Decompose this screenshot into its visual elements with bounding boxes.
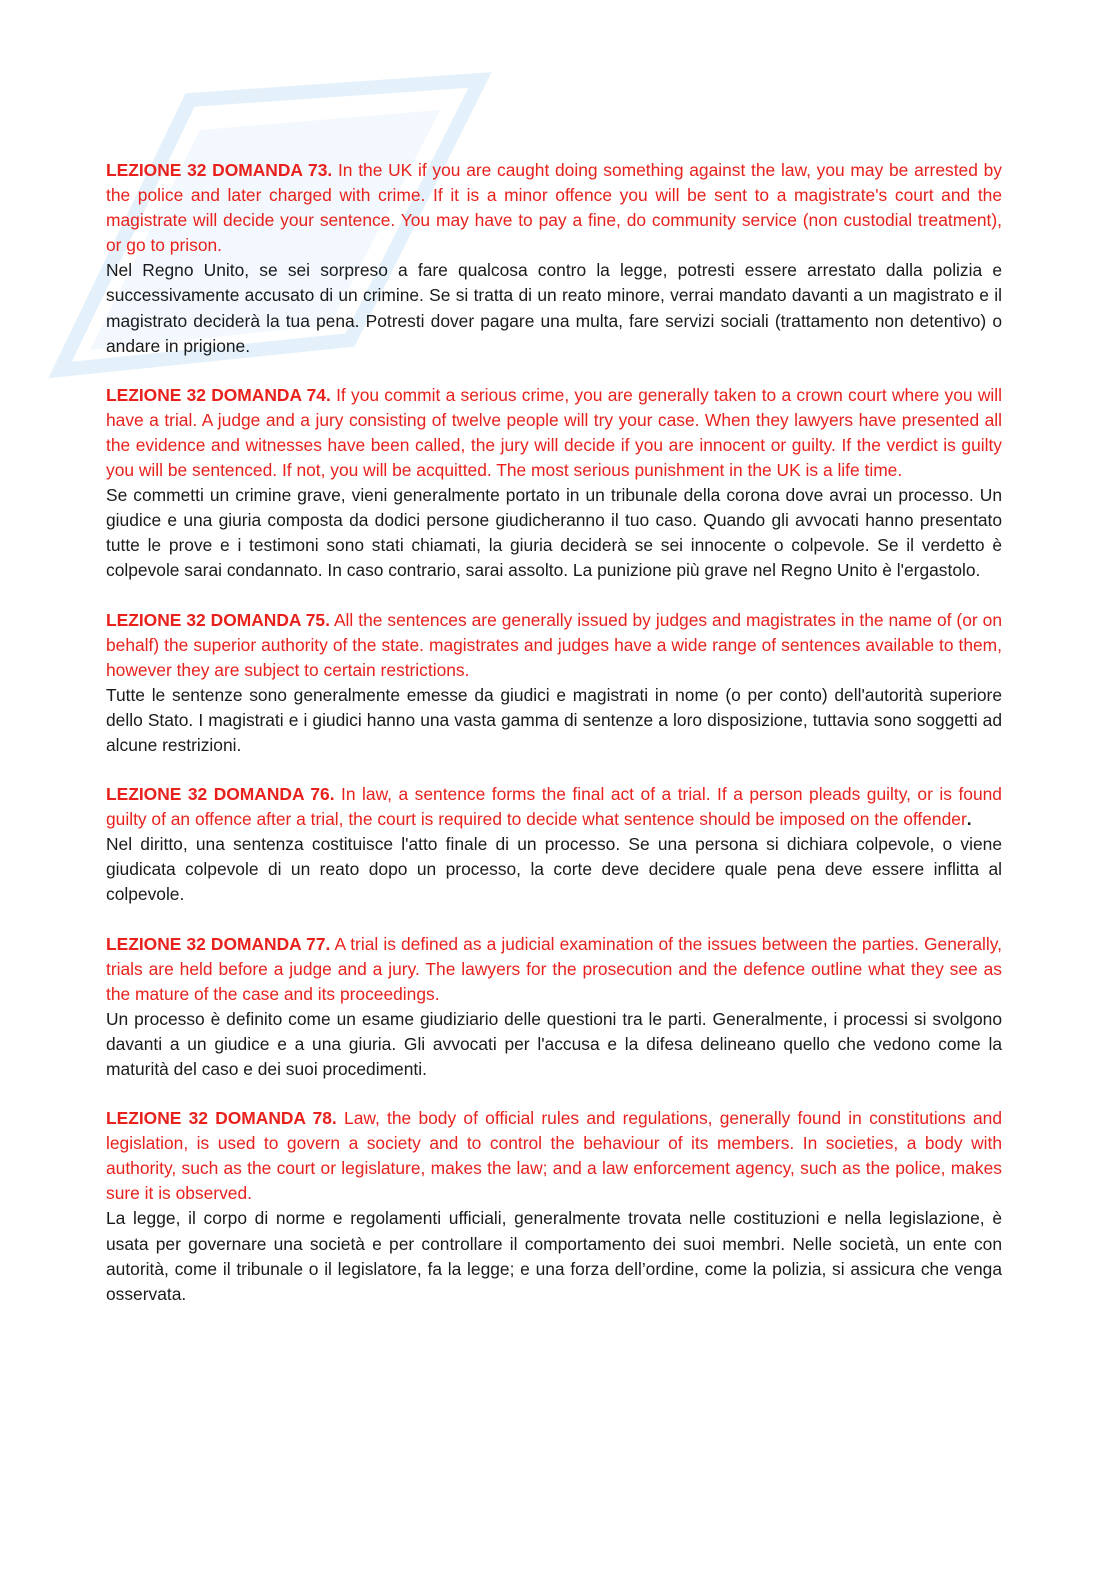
english-text: If you commit a serious crime, you are generally taken to a crown court where you will have a trial. A judge and a jury consisting of twelve people will try your case. When they lawyers have presented all the evidence and witnesses have been called, the jury will decide if you are innocent or guilty. If the verdict is guilty you will be sentenced. If not, you will be acquitted. The most serious punishment in the UK is a life time. xyxy=(106,384,1002,481)
italian-translation: Nel diritto, una sentenza costituisce l'atto finale di un processo. Se una persona si dichiara colpevole, o viene giudicata colpevole di un reato dopo un processo, la corte deve decidere quale pena deve essere inflitta al colpevole. xyxy=(106,834,1002,905)
question-label: LEZIONE 32 DOMANDA 74. xyxy=(106,384,331,405)
qa-entry-77 xyxy=(106,932,1002,1083)
english-paragraph xyxy=(106,782,1002,832)
italian-translation: La legge, il corpo di norme e regolamenti ufficiali, generalmente trovata nelle costituzioni e nella legislazione, è usata per governare una società e per controllare il comportamento dei suoi membri. Nelle società, un ente con autorità, come il tribunale o il legislatore, fa la legge; e una forza dell’ordine, come la polizia, si assicura che venga osservata. xyxy=(106,1208,1002,1304)
english-paragraph xyxy=(106,158,1002,258)
question-label: LEZIONE 32 DOMANDA 78. xyxy=(106,1108,337,1129)
english-text: Law, the body of official rules and regulations, generally found in constitutions and legislation, is used to govern a society and to control the behaviour of its members. In societies, a body with authority, such as the court or legislature, makes the law; and a law enforcement agency, such as the police, makes sure it is observed. xyxy=(106,1108,1002,1204)
question-label: LEZIONE 32 DOMANDA 77. xyxy=(106,933,331,954)
document-page xyxy=(106,158,1002,1331)
question-label: LEZIONE 32 DOMANDA 76. xyxy=(106,784,335,805)
english-paragraph xyxy=(106,608,1002,683)
question-label: LEZIONE 32 DOMANDA 73. xyxy=(106,160,333,180)
qa-entry-73 xyxy=(106,158,1002,359)
qa-entry-75 xyxy=(106,608,1002,759)
english-paragraph xyxy=(106,383,1002,483)
italian-translation: Un processo è definito come un esame giudiziario delle questioni tra le parti. Generalmente, i processi si svolgono davanti a un giudice e a una giuria. Gli avvocati per l'accusa e la difesa delineano quello che vedono come la maturità del caso e dei suoi procedimenti. xyxy=(106,1008,1002,1079)
english-text: In law, a sentence forms the final act of a trial. If a person pleads guilty, or is found guilty of an offence after a trial, the court is required to decide what sentence should be imposed on the offender xyxy=(106,784,1002,830)
question-label: LEZIONE 32 DOMANDA 75. xyxy=(106,609,330,630)
italian-translation: Se commetti un crimine grave, vieni generalmente portato in un tribunale della corona dove avrai un processo. Un giudice e una giuria composta da dodici persone giudicheranno il tuo caso. Quando gli avvocati hanno presentato tutte le prove e i testimoni sono stati chiamati, la giuria deciderà se sei innocente o colpevole. Se il verdetto è colpevole sarai condannato. In caso contrario, sarai assolto. La punizione più grave nel Regno Unito è l'ergastolo. xyxy=(106,485,1002,581)
english-paragraph xyxy=(106,1106,1002,1206)
trailing-period: . xyxy=(966,809,972,830)
italian-translation: Tutte le sentenze sono generalmente emesse da giudici e magistrati in nome (o per conto) dell'autorità superiore dello Stato. I magistrati e i giudici hanno una vasta gamma di sentenze a loro disposizione, tuttavia sono soggetti ad alcune restrizioni. xyxy=(106,684,1002,755)
english-paragraph xyxy=(106,932,1002,1007)
qa-entry-76 xyxy=(106,782,1002,907)
qa-entry-78 xyxy=(106,1106,1002,1307)
english-text: All the sentences are generally issued by judges and magistrates in the name of (or on behalf) the superior authority of the state. magistrates and judges have a wide range of sentences available to them, however they are subject to certain restrictions. xyxy=(106,609,1002,680)
qa-entry-74 xyxy=(106,383,1002,584)
english-text: In the UK if you are caught doing something against the law, you may be arrested by the police and later charged with crime. If it is a minor offence you will be sent to a magistrate's court and the magistrate will decide your sentence. You may have to pay a fine, do community service (non custodial treatment), or go to prison. xyxy=(106,160,1002,256)
english-text: A trial is defined as a judicial examination of the issues between the parties. Generally, trials are held before a judge and a jury. The lawyers for the prosecution and the defence outline what they see as the mature of the case and its proceedings. xyxy=(106,933,1002,1004)
italian-translation: Nel Regno Unito, se sei sorpreso a fare qualcosa contro la legge, potresti essere arrestato dalla polizia e successivamente accusato di un crimine. Se si tratta di un reato minore, verrai mandato davanti a un magistrato e il magistrato deciderà la tua pena. Potresti dover pagare una multa, fare servizi sociali (trattamento non detentivo) o andare in prigione. xyxy=(106,260,1002,356)
